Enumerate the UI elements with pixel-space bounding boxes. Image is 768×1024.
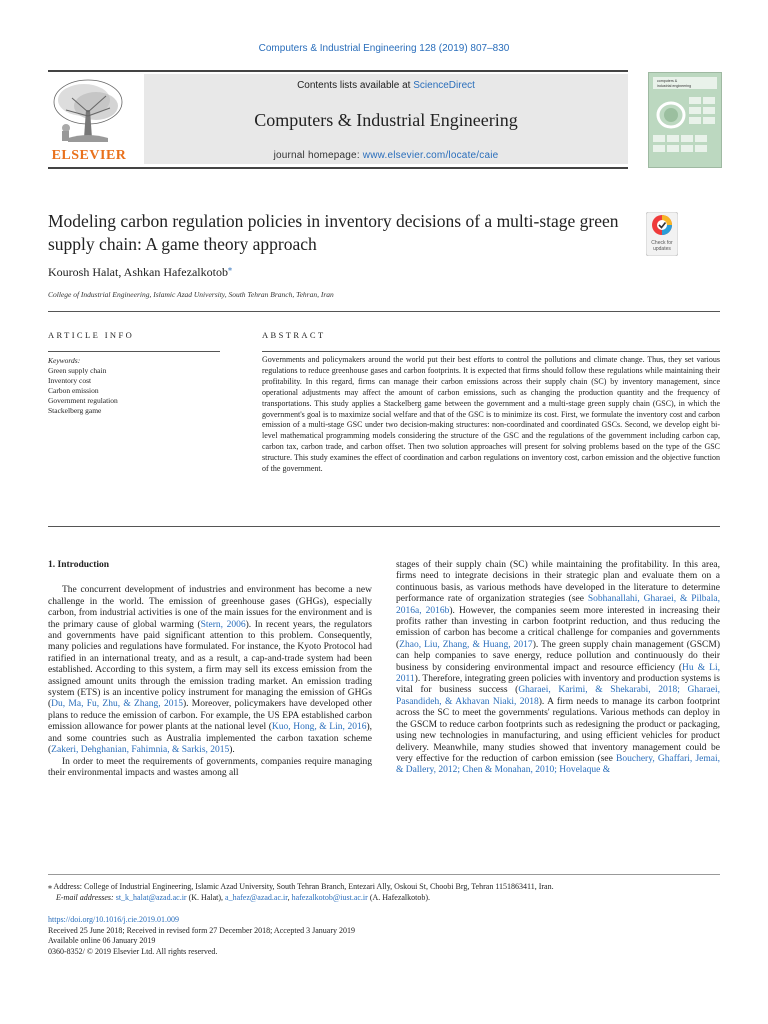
body-paragraph bbox=[48, 585, 372, 756]
author-list bbox=[48, 264, 232, 280]
journal-reference-link[interactable]: Computers & Industrial Engineering 128 (2019) 807–830 bbox=[258, 43, 510, 54]
body-column-left bbox=[48, 560, 372, 779]
body-paragraph: In order to meet the requirements of governments, companies require managing their environmental impacts and wastes among all bbox=[48, 756, 372, 778]
email-line bbox=[48, 892, 720, 903]
article-info-heading: ARTICLE INFO bbox=[48, 330, 135, 340]
corresponding-author-mark[interactable]: ⁎ bbox=[227, 264, 232, 273]
contents-availability-line bbox=[144, 80, 628, 91]
keyword-item: Government regulation bbox=[48, 396, 118, 405]
text-run: ). In recent years, the regulators and governments have paid significant attention to this problem. Consequently, many policies and regulations have formulated. For instance, the Kyoto Protocol had ratified in an international treaty, and as a result, a cap-and-trade system had been established. According to this system, a firm may sell its excess emission from the assigned amount units through the emission trading market. An emission trading system (ETS) is an incentive policy instrument for managing the emission of GHGs ( bbox=[48, 619, 372, 710]
citation-link[interactable]: Stern, 2006 bbox=[200, 619, 246, 630]
authors-text: Kourosh Halat, Ashkan Hafezalkotob bbox=[48, 265, 228, 279]
citation-link[interactable]: Du, Ma, Fu, Zhu, & Zhang, 2015 bbox=[51, 699, 183, 710]
doi-link[interactable]: https://doi.org/10.1016/j.cie.2019.01.009 bbox=[48, 915, 179, 924]
text-run: ). bbox=[229, 745, 235, 756]
divider bbox=[48, 311, 720, 312]
journal-info-box bbox=[144, 74, 628, 164]
email-label: E-mail addresses: bbox=[56, 893, 114, 902]
journal-title: Computers & Industrial Engineering bbox=[254, 110, 518, 130]
journal-cover-thumbnail[interactable] bbox=[648, 72, 722, 168]
text-run: ). A firm needs to manage its carbon footprint across the SC to meet the governments' regulations. Various methods can deploy in the GSCM to reduce carbon footprints such as redesigning the product or packaging, using new technologies in manufacturing, and using efficient vehicles for product delivery. Meanwhile, many studies showed that inventory management could be very effective for the reduction of carbon emission (see bbox=[396, 696, 720, 764]
homepage-line bbox=[144, 150, 628, 161]
citation-link[interactable]: Hu & Li, 2011 bbox=[396, 662, 720, 685]
sciencedirect-link[interactable]: ScienceDirect bbox=[413, 80, 475, 91]
text-run: ). The green supply chain management (GSCM) can help companies to save energy, reduce pollution and continuously do their business by considering environmental impact and resource efficiency ( bbox=[396, 639, 720, 673]
copyright-line: 0360-8352/ © 2019 Elsevier Ltd. All rights reserved. bbox=[48, 946, 218, 956]
divider bbox=[262, 351, 720, 352]
abstract-text: Governments and policymakers around the world put their best efforts to control the pollutions and climate change. Thus, they set various regulations to reduce greenhouse gases and carbon footprints. It is expected that firms should follow these regulations while maintaining their profitability. In this regard, firms can manage their carbon emissions across their supply chain (SC) by inventory management, since operational adjustments may affect the amount of carbon emissions, such as changing the production quantity and the frequency of transportations. This study applies a Stackelberg game between the government and a multi-stage green supply chain (GSC), in which the government's goal is to maximize social welfare and that of the GSC is to minimize its cost. First, we formulate the inventory cost and carbon emission of a multi-stage GSC under two decision-making structures: non-coordinated and coordinated GSCs. Second, we develop eight bi-level mathematical programming models considering the structure of the GSC and the regulations of the government including carbon cap, carbon tax, carbon trade, and carbon offset. Then two solution approaches will present for solving problems based on the type of the GSC structure. This study examines the effect of coordination and carbon regulations on inventory cost, carbon emission and the objective function of the government. bbox=[262, 355, 720, 474]
corresponding-author-address: ⁎ Address: College of Industrial Engineering, Islamic Azad University, South Tehran Branch, Entezari Ally, Oskoui St, Choobi Brg, Tehran 1151863411, Iran. bbox=[48, 882, 554, 891]
text-run: ). However, the companies seem more interested in increasing their profits rather than investing in carbon footprint reduction, and thus reducing the emission of carbon has become a critical challenge for companies and governments ( bbox=[396, 605, 721, 650]
publisher-logo-text: ELSEVIER bbox=[51, 148, 127, 163]
text-run: ). Moreover, policymakers have developed other plans to reduce the emission of carbon. For example, the US EPA established carbon emission allowance for power plants at the national level ( bbox=[48, 699, 372, 733]
journal-homepage-link[interactable]: www.elsevier.com/locate/caie bbox=[362, 150, 499, 161]
text-run: stages of their supply chain (SC) while maintaining the profitability. In this area, firms need to integrate decisions in their strategic plan and evaluate them on a continuous basis, as various methods have developed in the literature to determine performance rate of organization strategies (see bbox=[396, 560, 720, 605]
article-title: Modeling carbon regulation policies in inventory decisions of a multi-stage green supply chain: A game theory approach bbox=[48, 211, 619, 254]
email-separator: , bbox=[287, 893, 292, 902]
body-paragraph bbox=[396, 560, 720, 777]
publication-history: Received 25 June 2018; Received in revised form 27 December 2018; Accepted 3 January 2019 bbox=[48, 925, 356, 935]
divider bbox=[48, 526, 720, 527]
keyword-item: Stackelberg game bbox=[48, 406, 102, 415]
publication-info bbox=[48, 915, 720, 957]
abstract-heading: ABSTRACT bbox=[262, 330, 326, 340]
citation-link[interactable]: Zhao, Liu, Zhang, & Huang, 2017 bbox=[399, 639, 533, 650]
keywords-block bbox=[48, 356, 220, 416]
keyword-item: Green supply chain bbox=[48, 366, 107, 375]
footnotes bbox=[48, 881, 720, 903]
homepage-prefix: journal homepage: bbox=[273, 150, 363, 161]
citation-link[interactable]: Gharaei, Karimi, & Shekarabi, 2018; Gharaei, Pasandideh, & Akhavan Niaki, 2018 bbox=[396, 685, 720, 707]
email-link[interactable]: a_hafez@azad.ac.ir bbox=[225, 893, 288, 902]
text-run: ), and some countries such as Australia implemented the carbon taxation scheme ( bbox=[48, 722, 372, 756]
keyword-item: Carbon emission bbox=[48, 386, 99, 395]
journal-header bbox=[48, 70, 720, 168]
online-date: Available online 06 January 2019 bbox=[48, 936, 156, 945]
citation-link[interactable]: Sobhanallahi, Gharaei, & Pilbala, 2016a, 2016b bbox=[396, 594, 720, 616]
crossmark-label: Check for bbox=[651, 240, 673, 246]
cover-title-text-2: industrial engineering bbox=[657, 84, 692, 88]
section-heading-introduction: 1. Introduction bbox=[48, 560, 110, 570]
email-owner: (K. Halat), bbox=[186, 893, 226, 902]
contents-prefix: Contents lists available at bbox=[297, 80, 414, 91]
email-link[interactable]: st_k_halat@azad.ac.ir bbox=[115, 893, 187, 902]
author-affiliation: College of Industrial Engineering, Islamic Azad University, South Tehran Branch, Tehran, Iran bbox=[48, 290, 334, 299]
text-run: ). Therefore, integrating green policies with inventory and production systems is vital for business success ( bbox=[396, 674, 720, 696]
email-owner: (A. Hafezalkotob). bbox=[367, 893, 431, 902]
text-run: The concurrent development of industries and environment has become a new challenge in the world. The emission of greenhouse gases (GHGs), especially carbon, from industrial activities is one of the main issues for the environment and is the primary cause of global warming ( bbox=[48, 585, 372, 630]
body-column-right bbox=[396, 560, 720, 777]
header-top-rule bbox=[48, 70, 628, 72]
footnote-divider bbox=[48, 874, 720, 875]
citation-link[interactable]: Zakeri, Dehghanian, Fahimnia, & Sarkis, 2015 bbox=[51, 745, 230, 756]
citation-link[interactable]: Kuo, Hong, & Lin, 2016 bbox=[271, 722, 367, 733]
keywords-label: Keywords: bbox=[48, 356, 81, 365]
crossmark-label-2: updates bbox=[653, 246, 671, 252]
header-bottom-rule bbox=[48, 167, 628, 169]
check-for-updates-icon[interactable] bbox=[646, 212, 678, 256]
citation-link[interactable]: Bouchery, Ghaffari, Jemai, & Dallery, 2012; Chen & Monahan, 2010; Hovelaque & bbox=[396, 753, 720, 776]
divider bbox=[48, 351, 220, 352]
keyword-item: Inventory cost bbox=[48, 376, 92, 385]
email-link[interactable]: hafezalkotob@iust.ac.ir bbox=[291, 893, 368, 902]
cover-title-text: computers & bbox=[657, 79, 678, 83]
